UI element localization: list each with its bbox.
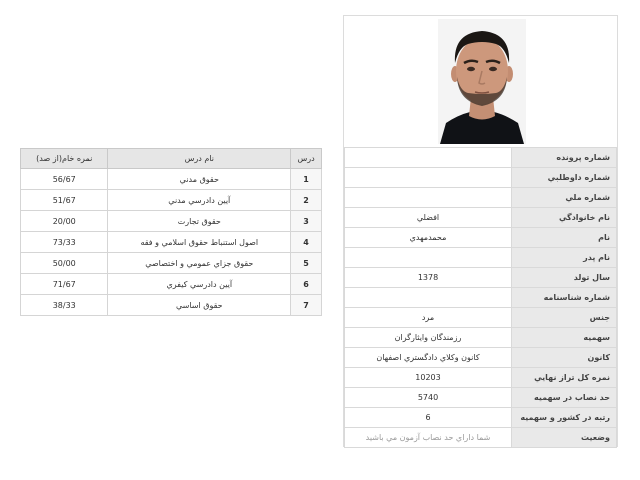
table-row	[21, 295, 322, 316]
course-number: 3	[291, 211, 322, 232]
header-course-number: درس	[291, 149, 322, 169]
info-value	[345, 288, 512, 308]
course-name: آيين دادرسي مدني	[108, 190, 291, 211]
course-score: 20/00	[21, 211, 108, 232]
info-row-birth-year	[345, 268, 617, 288]
course-number: 1	[291, 169, 322, 190]
info-value	[345, 148, 512, 168]
info-label: نام	[512, 228, 617, 248]
course-name: آيين دادرسي كيفري	[108, 274, 291, 295]
info-row-final-score	[345, 368, 617, 388]
course-name: حقوق تجارت	[108, 211, 291, 232]
info-row-file-number	[345, 148, 617, 168]
info-value: مرد	[345, 308, 512, 328]
info-row-id-number	[345, 288, 617, 308]
course-number: 7	[291, 295, 322, 316]
info-label: شماره ملي	[512, 188, 617, 208]
course-score: 56/67	[21, 169, 108, 190]
scores-header-row	[21, 149, 322, 169]
info-value: محمدمهدي	[345, 228, 512, 248]
header-course-name: نام درس	[108, 149, 291, 169]
info-value	[345, 168, 512, 188]
course-score: 73/33	[21, 232, 108, 253]
course-score: 38/33	[21, 295, 108, 316]
table-row	[21, 190, 322, 211]
info-row-bar-association	[345, 348, 617, 368]
header-raw-score: نمره خام(از صد)	[21, 149, 108, 169]
table-row	[21, 253, 322, 274]
info-row-quota-threshold	[345, 388, 617, 408]
course-number: 6	[291, 274, 322, 295]
course-number: 2	[291, 190, 322, 211]
info-label: شماره داوطلبي	[512, 168, 617, 188]
candidate-profile-panel	[343, 15, 618, 447]
info-row-gender	[345, 308, 617, 328]
info-value: افضلي	[345, 208, 512, 228]
course-score: 71/67	[21, 274, 108, 295]
info-value: كانون وكلاي دادگستري اصفهان	[345, 348, 512, 368]
info-value: 5740	[345, 388, 512, 408]
info-row-national-id	[345, 188, 617, 208]
scores-table	[20, 148, 322, 316]
info-label: نام پدر	[512, 248, 617, 268]
info-row-first-name	[345, 228, 617, 248]
info-value: 1378	[345, 268, 512, 288]
info-row-last-name	[345, 208, 617, 228]
info-row-status	[345, 428, 617, 448]
course-score: 51/67	[21, 190, 108, 211]
candidate-info-table	[344, 147, 617, 448]
course-name: حقوق اساسي	[108, 295, 291, 316]
info-label: حد نصاب در سهميه	[512, 388, 617, 408]
info-label: نمره كل تراز نهايي	[512, 368, 617, 388]
info-value	[345, 188, 512, 208]
table-row	[21, 169, 322, 190]
info-label: جنس	[512, 308, 617, 328]
table-row	[21, 211, 322, 232]
info-row-quota	[345, 328, 617, 348]
photo-area	[344, 16, 617, 146]
status-message: شما داراي حد نصاب آزمون مي باشيد	[345, 428, 512, 448]
info-label: سال تولد	[512, 268, 617, 288]
info-row-father-name	[345, 248, 617, 268]
info-row-applicant-number	[345, 168, 617, 188]
candidate-photo	[438, 19, 526, 144]
info-value	[345, 248, 512, 268]
info-value: 6	[345, 408, 512, 428]
info-row-rank	[345, 408, 617, 428]
info-label: سهميه	[512, 328, 617, 348]
info-label: نام خانوادگي	[512, 208, 617, 228]
table-row	[21, 274, 322, 295]
course-name: حقوق مدني	[108, 169, 291, 190]
info-value: 10203	[345, 368, 512, 388]
info-label: شماره پرونده	[512, 148, 617, 168]
course-number: 4	[291, 232, 322, 253]
course-name: حقوق جزاي عمومي و اختصاصي	[108, 253, 291, 274]
table-row	[21, 232, 322, 253]
info-label: وضعيت	[512, 428, 617, 448]
course-name: اصول استنباط حقوق اسلامي و فقه	[108, 232, 291, 253]
info-label: كانون	[512, 348, 617, 368]
info-value: رزمندگان وايثارگران	[345, 328, 512, 348]
info-label: رتبه در كشور و سهميه	[512, 408, 617, 428]
info-label: شماره شناسنامه	[512, 288, 617, 308]
course-number: 5	[291, 253, 322, 274]
course-score: 50/00	[21, 253, 108, 274]
